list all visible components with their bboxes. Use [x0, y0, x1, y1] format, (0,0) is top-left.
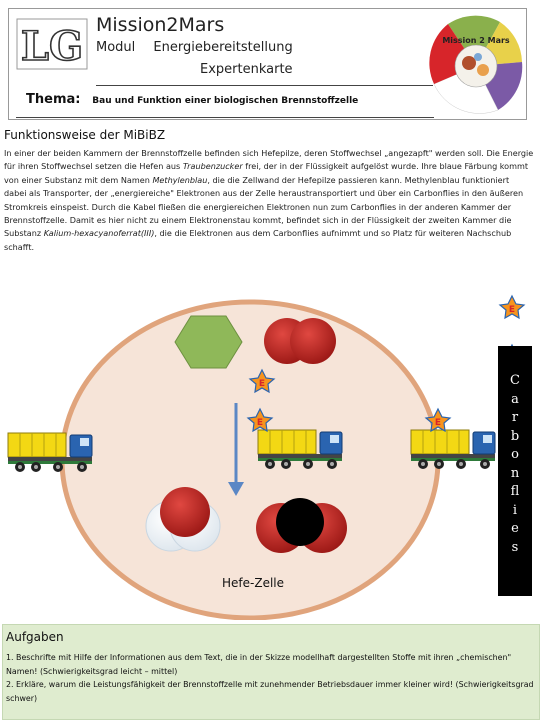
- svg-text:LG: LG: [20, 23, 84, 70]
- fuel-cell-diagram: [0, 288, 540, 620]
- red-ball: [290, 318, 336, 364]
- truck-left: [8, 433, 92, 472]
- svg-text:Mission 2 Mars: Mission 2 Mars: [442, 36, 510, 45]
- card-type: Expertenkarte: [200, 62, 293, 77]
- mission-badge: [428, 14, 524, 114]
- topic-row: [26, 92, 358, 107]
- section-title: Funktionsweise der MiBiBZ: [4, 128, 166, 142]
- svg-text:E: E: [434, 418, 442, 428]
- red-ball: [160, 487, 210, 537]
- topic-text: Bau und Funktion einer biologischen Brennstoffzelle: [92, 96, 359, 106]
- tasks-list: [6, 651, 534, 705]
- divider: [96, 85, 433, 86]
- carbon-fleece-label: C a r b o n fl i e s: [510, 373, 520, 555]
- tasks-title: Aufgaben: [6, 630, 64, 644]
- svg-text:E: E: [256, 418, 264, 428]
- truck-right: [411, 430, 495, 469]
- intro-paragraph: In einer der beiden Kammern der Brennstoffzelle befinden sich Hefepilze, deren Stoffwechsel „angezapft" werden soll. Die Energie für ihren Stoffwechsel setzen die Hefen aus Traubenzucker frei, der in der Flüssigkeit aufgelöst wurde. Ihre blaue Färbung kommt von einer Substanz mit dem Namen Methylenblau, die die Zellwand der Hefepilze passieren kann. Methylenblau funktioniert dabei als Transporter, der „energiereiche" Elektronen aus der Zelle heraustransportiert und über ein Carbonflies in den äußeren Stromkreis einspeist. Durch die Kabel fließen die energiereichen Elektronen nun zum Carbonflies in der anderen Kammer der Brennstoffzelle. Damit es hier nicht zu einem Elektronenstau kommt, befindet sich in der Flüssigkeit der zweiten Kammer die Substanz Kalium-hexacyanoferrat(III), die die Elektronen aus dem Carbonflies aufnimmt und so Platz für weiteren Nachschub schafft.: [4, 148, 534, 252]
- task-item: 2. Erkläre, warum die Leistungsfähigkeit der Brennstoffzelle mit zunehmender Betriebsdauer immer kleiner wird! (Schwierigkeitsgrad schwer): [6, 680, 534, 703]
- svg-text:E: E: [508, 305, 516, 315]
- brand-title: Mission2Mars: [96, 14, 225, 36]
- module-row: [96, 40, 307, 55]
- yeast-cell: [62, 302, 438, 618]
- module-label: Modul: [96, 40, 136, 55]
- black-ball: [276, 498, 324, 546]
- divider: [16, 117, 434, 118]
- topic-label: Thema:: [26, 92, 81, 107]
- school-logo: [16, 18, 88, 74]
- task-item: 1. Beschrifte mit Hilfe der Informationen aus dem Text, die in der Skizze modellhaft dargestellten Stoffe mit ihren „chemischen" Namen! (Schwierigkeitsgrad leicht – mittel): [6, 653, 512, 676]
- svg-text:E: E: [258, 379, 266, 389]
- electron-star-icon: [500, 296, 524, 318]
- cell-label: Hefe-Zelle: [222, 576, 284, 590]
- module-name: Energiebereitstellung: [153, 40, 293, 55]
